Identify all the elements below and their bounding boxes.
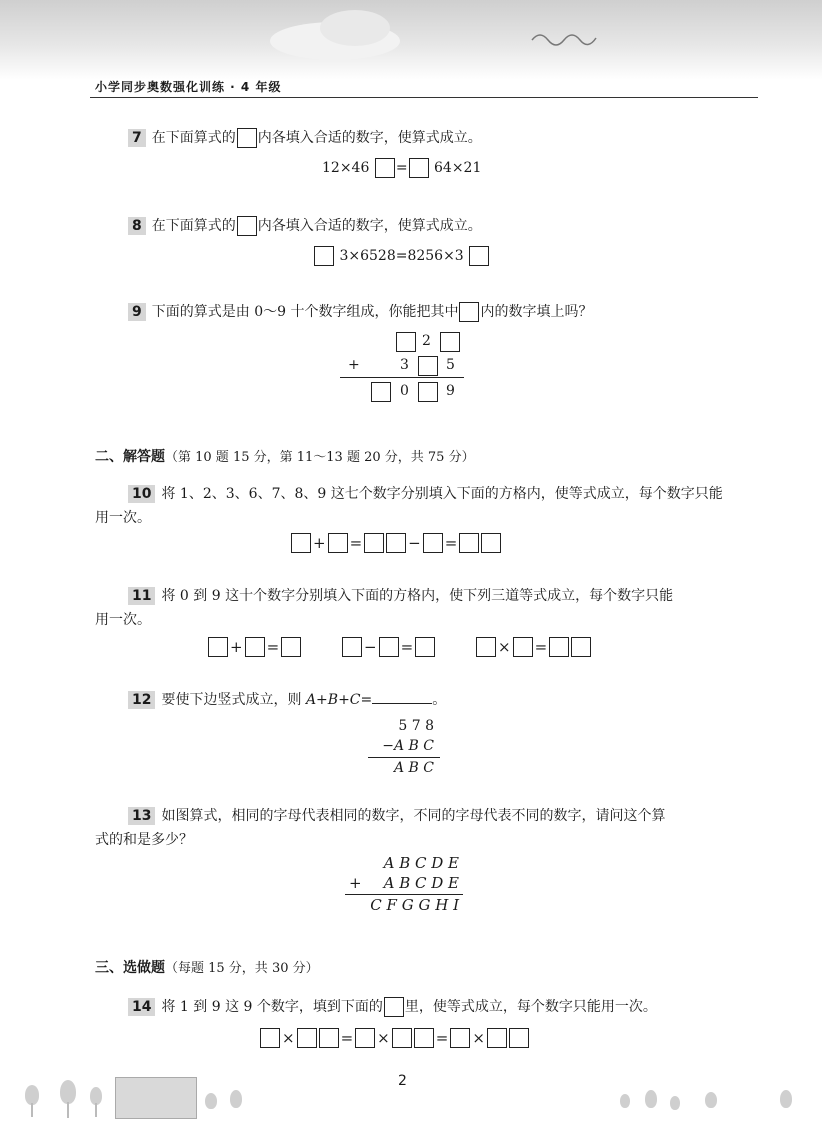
question-9: 9 下面的算式是由 0～9 十个数字组成，你能把其中 内的数字填上吗？ (128, 302, 592, 322)
answer-box[interactable] (281, 637, 301, 657)
answer-box[interactable] (245, 637, 265, 657)
tree-icon (780, 1090, 792, 1108)
answer-box[interactable] (549, 637, 569, 657)
answer-box[interactable] (392, 1028, 412, 1048)
tree-icon (645, 1090, 657, 1108)
answer-box[interactable] (237, 128, 257, 148)
question-11-continued: 用一次。 (95, 612, 151, 628)
page-number: 2 (398, 1073, 407, 1089)
answer-box[interactable] (364, 533, 384, 553)
tree-icon (670, 1096, 680, 1110)
equation-8: 3×6528=8256×3 (313, 246, 490, 266)
equation-11-subtract: − = (341, 637, 436, 657)
vertical-addition-13: A B C D E + A B C D E C F G G H I (345, 853, 463, 915)
question-11: 11 将 0 到 9 这十个数字分别填入下面的方格内，使下列三道等式成立，每个数字只能 (128, 586, 673, 606)
answer-box[interactable] (513, 637, 533, 657)
footer-trees-right (600, 1090, 810, 1122)
answer-box[interactable] (384, 997, 404, 1017)
vertical-subtraction-12: 5 7 8 −A B C A B C (368, 716, 440, 778)
header-divider (90, 97, 758, 98)
question-number: 12 (128, 691, 155, 709)
equation-14: × = × = × (259, 1028, 530, 1048)
question-number: 10 (128, 485, 155, 503)
answer-box[interactable] (371, 382, 391, 402)
question-10-continued: 用一次。 (95, 510, 151, 526)
answer-box[interactable] (328, 533, 348, 553)
answer-box[interactable] (481, 533, 501, 553)
header-banner (0, 0, 822, 80)
answer-box[interactable] (291, 533, 311, 553)
tree-icon (205, 1093, 217, 1109)
answer-box[interactable] (386, 533, 406, 553)
answer-box[interactable] (409, 158, 429, 178)
question-13-continued: 式的和是多少？ (95, 832, 193, 848)
answer-box[interactable] (415, 637, 435, 657)
answer-box[interactable] (418, 382, 438, 402)
question-number: 9 (128, 303, 146, 321)
question-12: 12 要使下边竖式成立，则 A+B+C= 。 (128, 689, 446, 710)
question-number: 14 (128, 998, 155, 1016)
tree-icon (230, 1090, 242, 1108)
answer-box[interactable] (297, 1028, 317, 1048)
equation-7: 12×46 = 64×21 (322, 160, 482, 176)
vertical-addition-9: 2 + 3 5 0 9 (340, 332, 470, 407)
question-13: 13 如图算式，相同的字母代表相同的数字，不同的字母代表不同的数字，请问这个算 (128, 806, 665, 826)
section-2-heading: 二、解答题（第 10 题 15 分，第 11～13 题 20 分，共 75 分） (95, 449, 475, 465)
answer-box[interactable] (418, 356, 438, 376)
houses-icon (115, 1077, 197, 1119)
answer-box[interactable] (314, 246, 334, 266)
answer-box[interactable] (450, 1028, 470, 1048)
tree-icon (705, 1092, 717, 1108)
answer-box[interactable] (476, 637, 496, 657)
answer-box[interactable] (208, 637, 228, 657)
answer-box[interactable] (379, 637, 399, 657)
question-8: 8 在下面算式的 内各填入合适的数字，使算式成立。 (128, 216, 482, 236)
answer-box[interactable] (237, 216, 257, 236)
header-title: 小学同步奥数强化训练 · 4 年级 (95, 80, 282, 94)
answer-blank[interactable] (372, 689, 432, 704)
question-number: 7 (128, 129, 146, 147)
footer-trees-left (20, 1075, 230, 1122)
tree-icon (60, 1080, 76, 1104)
answer-box[interactable] (487, 1028, 507, 1048)
question-number: 11 (128, 587, 155, 605)
answer-box[interactable] (459, 302, 479, 322)
star-doodle-icon (530, 28, 600, 48)
answer-box[interactable] (571, 637, 591, 657)
answer-box[interactable] (319, 1028, 339, 1048)
answer-box[interactable] (459, 533, 479, 553)
sum-line (340, 377, 464, 378)
answer-box[interactable] (469, 246, 489, 266)
tree-icon (25, 1085, 39, 1105)
question-14: 14 将 1 到 9 这 9 个数字，填到下面的 里，使等式成立，每个数字只能用一次。 (128, 997, 657, 1017)
question-number: 8 (128, 217, 146, 235)
question-10: 10 将 1、2、3、6、7、8、9 这七个数字分别填入下面的方格内，使等式成立，每个数字只能 (128, 484, 723, 504)
question-7: 7 在下面算式的 内各填入合适的数字，使算式成立。 (128, 128, 482, 148)
answer-box[interactable] (396, 332, 416, 352)
answer-box[interactable] (375, 158, 395, 178)
answer-box[interactable] (440, 332, 460, 352)
equation-10: + = − = (290, 533, 502, 553)
answer-box[interactable] (423, 533, 443, 553)
answer-box[interactable] (355, 1028, 375, 1048)
answer-box[interactable] (342, 637, 362, 657)
answer-box[interactable] (509, 1028, 529, 1048)
tree-icon (620, 1094, 630, 1108)
section-3-heading: 三、选做题（每题 15 分，共 30 分） (95, 960, 319, 976)
answer-box[interactable] (260, 1028, 280, 1048)
answer-box[interactable] (414, 1028, 434, 1048)
question-number: 13 (128, 807, 155, 825)
equation-11-add: + = (207, 637, 302, 657)
equation-11-multiply: × = (475, 637, 592, 657)
cloud-decoration (320, 10, 390, 46)
